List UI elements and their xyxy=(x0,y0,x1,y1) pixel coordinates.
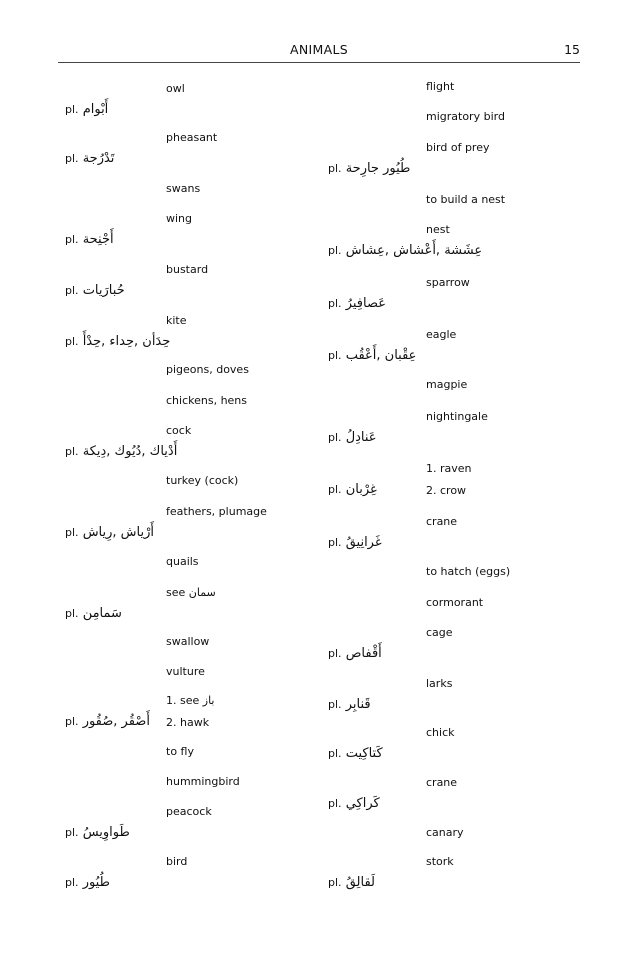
plural-line xyxy=(328,243,482,259)
page-number: 15 xyxy=(564,42,580,57)
arabic-plural: عِقْبان ,أَعْقُب xyxy=(345,348,417,363)
plural-label: pl. xyxy=(328,876,342,889)
arabic-plural: طَواوِيسُ xyxy=(82,825,130,840)
english-gloss: bustard xyxy=(166,263,209,276)
plural-line xyxy=(65,875,110,891)
arabic-plural: عِشَشة ,أَعْشاش ,عِشاش xyxy=(345,243,483,258)
plural-line xyxy=(328,430,377,446)
english-gloss: owl xyxy=(166,82,185,95)
arabic-plural: أَبْوام xyxy=(82,102,109,117)
plural-line xyxy=(65,283,125,299)
english-gloss: bird of prey xyxy=(426,141,490,154)
plural-label: pl. xyxy=(65,526,79,539)
plural-line xyxy=(65,151,114,167)
english-gloss: canary xyxy=(426,826,464,839)
english-gloss: to fly xyxy=(166,745,194,758)
plural-label: pl. xyxy=(328,747,342,760)
arabic-plural: أَرْياش ,رِياش xyxy=(82,525,155,540)
plural-label: pl. xyxy=(65,445,79,458)
plural-label: pl. xyxy=(328,483,342,496)
english-gloss: hummingbird xyxy=(166,775,240,788)
plural-label: pl. xyxy=(65,233,79,246)
plural-label: pl. xyxy=(65,607,79,620)
plural-label: pl. xyxy=(65,876,79,889)
arabic-plural: طُيُور xyxy=(82,875,110,890)
english-gloss: eagle xyxy=(426,328,457,341)
english-gloss: to hatch (eggs) xyxy=(426,565,511,578)
plural-line xyxy=(328,296,386,312)
arabic-plural: أَصْقُر ,صُقُور xyxy=(82,714,150,729)
english-gloss: cage xyxy=(426,626,453,639)
english-gloss: cock xyxy=(166,424,192,437)
plural-label: pl. xyxy=(328,797,342,810)
plural-line xyxy=(65,825,130,841)
plural-line xyxy=(328,482,377,498)
arabic-plural: غِرْبان xyxy=(345,482,377,497)
plural-label: pl. xyxy=(65,335,79,348)
plural-line xyxy=(65,444,177,460)
arabic-plural: أَجْنِحة xyxy=(82,232,114,247)
english-gloss: bird xyxy=(166,855,188,868)
english-gloss: cormorant xyxy=(426,596,484,609)
english-gloss: pheasant xyxy=(166,131,218,144)
english-gloss: to build a nest xyxy=(426,193,506,206)
english-gloss: 1. see باز xyxy=(166,694,215,707)
arabic-plural: عَصافِيرُ xyxy=(345,296,386,311)
plural-label: pl. xyxy=(65,826,79,839)
plural-line xyxy=(65,714,150,730)
english-gloss: migratory bird xyxy=(426,110,505,123)
arabic-plural: حُبارَيات xyxy=(82,283,125,298)
english-gloss-2: 2. hawk xyxy=(166,716,210,729)
english-gloss: crane xyxy=(426,515,458,528)
english-gloss: nest xyxy=(426,223,450,236)
english-gloss: 1. raven xyxy=(426,462,472,475)
plural-label: pl. xyxy=(328,244,342,257)
english-gloss: see سمان xyxy=(166,586,216,599)
plural-line xyxy=(65,102,108,118)
english-gloss: stork xyxy=(426,855,454,868)
english-gloss: kite xyxy=(166,314,187,327)
english-gloss: swallow xyxy=(166,635,210,648)
arabic-plural: كَراكِي xyxy=(345,796,380,811)
english-gloss: chickens, hens xyxy=(166,394,248,407)
plural-line xyxy=(328,348,416,364)
plural-line xyxy=(328,697,371,713)
plural-label: pl. xyxy=(65,715,79,728)
plural-label: pl. xyxy=(65,284,79,297)
plural-line xyxy=(65,232,114,248)
english-gloss: turkey (cock) xyxy=(166,474,239,487)
plural-line xyxy=(328,796,380,812)
running-title: ANIMALS xyxy=(290,42,348,57)
english-gloss: pigeons, doves xyxy=(166,363,249,376)
english-gloss: quails xyxy=(166,555,199,568)
plural-label: pl. xyxy=(328,431,342,444)
english-gloss: nightingale xyxy=(426,410,488,423)
arabic-plural: حِدَأن ,حِداء ,حِدْأَ xyxy=(82,334,171,349)
plural-line xyxy=(328,535,382,551)
english-gloss: crane xyxy=(426,776,458,789)
english-gloss: flight xyxy=(426,80,455,93)
arabic-plural: قَنابِر xyxy=(345,697,371,712)
english-gloss: peacock xyxy=(166,805,212,818)
arabic-plural: كَتاكِيت xyxy=(345,746,383,761)
plural-line xyxy=(65,525,154,541)
plural-line xyxy=(328,746,383,762)
english-gloss-2: 2. crow xyxy=(426,484,467,497)
plural-line xyxy=(65,606,122,622)
plural-label: pl. xyxy=(65,152,79,165)
plural-label: pl. xyxy=(328,297,342,310)
arabic-plural: أَقْفاص xyxy=(345,646,382,661)
english-gloss: larks xyxy=(426,677,453,690)
plural-label: pl. xyxy=(328,698,342,711)
english-gloss: sparrow xyxy=(426,276,470,289)
arabic-plural: عَنادِلُ xyxy=(345,430,377,445)
plural-label: pl. xyxy=(328,162,342,175)
arabic-plural: غَرانِيقُ xyxy=(345,535,382,550)
english-gloss: magpie xyxy=(426,378,468,391)
arabic-plural: تَدْرُجة xyxy=(82,151,115,166)
english-gloss: vulture xyxy=(166,665,205,678)
plural-label: pl. xyxy=(65,103,79,116)
arabic-plural: أَدْياك ,دُيُوك ,دِيكة xyxy=(82,444,178,459)
plural-line xyxy=(328,161,410,177)
english-gloss: swans xyxy=(166,182,201,195)
arabic-plural: لَقالِقُ xyxy=(345,875,375,890)
arabic-plural: طُيُور جارِحة xyxy=(345,161,411,176)
page-header xyxy=(58,42,580,62)
english-gloss: chick xyxy=(426,726,455,739)
arabic-plural: سَمامِن xyxy=(82,606,122,621)
plural-line xyxy=(328,646,382,662)
plural-label: pl. xyxy=(328,536,342,549)
plural-label: pl. xyxy=(328,349,342,362)
english-gloss: wing xyxy=(166,212,193,225)
english-gloss: feathers, plumage xyxy=(166,505,267,518)
plural-label: pl. xyxy=(328,647,342,660)
header-rule xyxy=(58,62,580,63)
plural-line xyxy=(65,334,170,350)
plural-line xyxy=(328,875,375,891)
